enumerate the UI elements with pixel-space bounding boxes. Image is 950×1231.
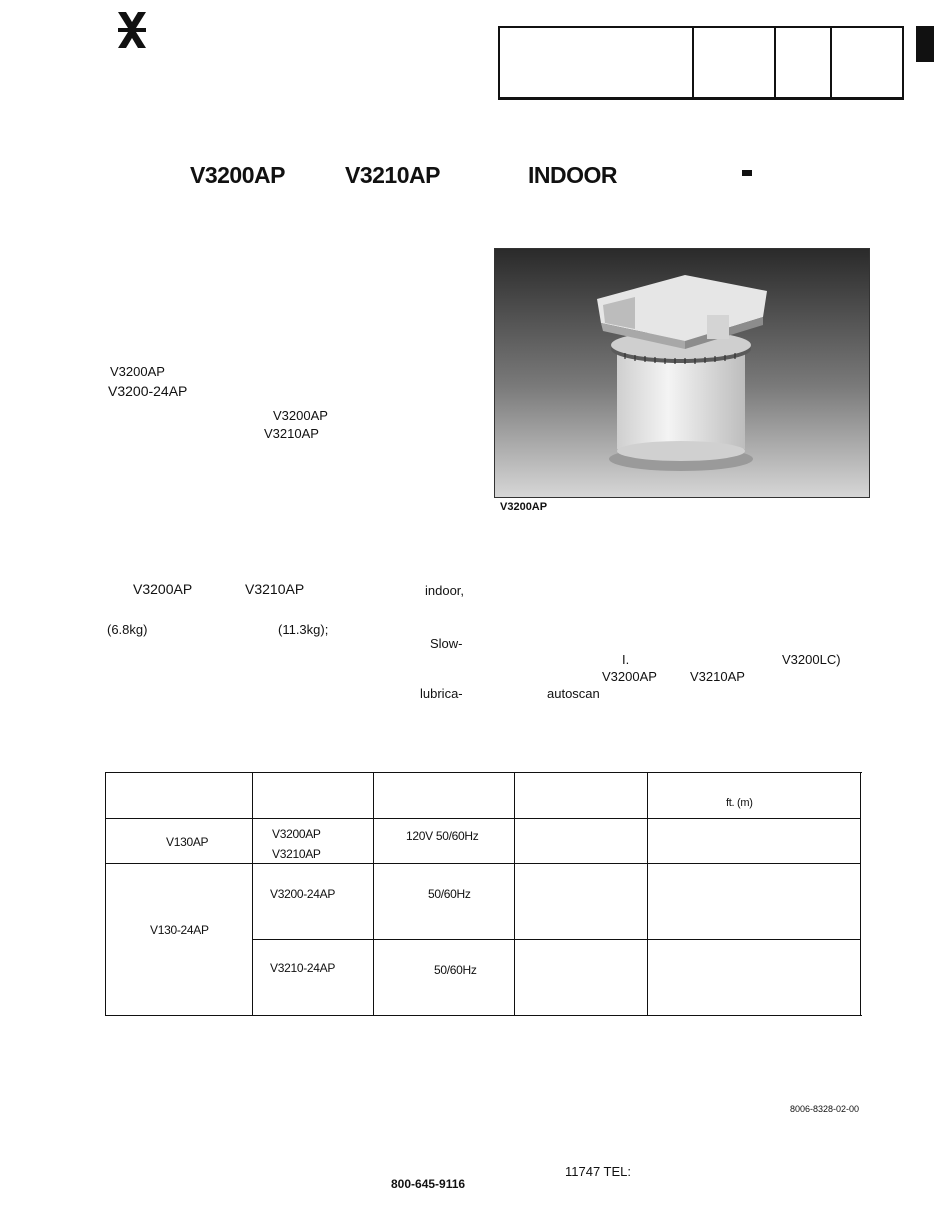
document-code: 8006-8328-02-00 [790, 1104, 860, 1114]
header-info-box [498, 26, 904, 100]
desc-model-b-2: V3210AP [690, 669, 745, 684]
desc-indoor: indoor, [425, 583, 465, 598]
desc-weight-b: (11.3kg); [278, 622, 329, 637]
pan-tilt-unit-image [495, 249, 870, 498]
desc-lubrication: lubrica- [420, 686, 463, 701]
row3-power: 50/60Hz [434, 963, 477, 977]
compatibility-table [105, 772, 862, 1016]
desc-autoscan: autoscan [547, 686, 600, 701]
footer-phone: 800-645-9116 [391, 1177, 466, 1191]
desc-roman-one: I. [622, 652, 630, 667]
row2-controller: V130-24AP [150, 923, 209, 937]
product-photo [494, 248, 870, 498]
title-model-b: V3210AP [345, 162, 440, 188]
row1-controller: V130AP [166, 835, 209, 849]
desc-model-b: V3210AP [245, 581, 305, 597]
section-tab-marker [916, 26, 934, 62]
row2-power: 50/60Hz [428, 887, 471, 901]
star-logo-icon [108, 10, 156, 50]
desc-model-a: V3200AP [133, 581, 193, 597]
desc-weight-a: (6.8kg) [107, 622, 148, 637]
desc-model-a-2: V3200AP [602, 669, 657, 684]
title-type: INDOOR [528, 162, 617, 188]
model-line-1: V3200AP [110, 364, 165, 379]
model-line-4: V3210AP [264, 426, 319, 441]
model-line-2: V3200-24AP [108, 383, 188, 399]
row1-model-1: V3200AP [272, 827, 321, 841]
desc-v3200lc: V3200LC) [782, 652, 841, 667]
table-header-unit: ft. (m) [726, 797, 753, 809]
photo-caption: V3200AP [500, 501, 548, 513]
footer-address: 11747 TEL: [565, 1164, 632, 1179]
title-model-a: V3200AP [190, 162, 285, 188]
title-dash [742, 170, 752, 176]
model-line-3: V3200AP [273, 408, 328, 423]
row3-model: V3210-24AP [270, 961, 336, 975]
desc-slow: Slow- [430, 636, 463, 651]
row1-model-2: V3210AP [272, 847, 321, 861]
row1-power: 120V 50/60Hz [406, 829, 479, 843]
row2-model: V3200-24AP [270, 887, 336, 901]
